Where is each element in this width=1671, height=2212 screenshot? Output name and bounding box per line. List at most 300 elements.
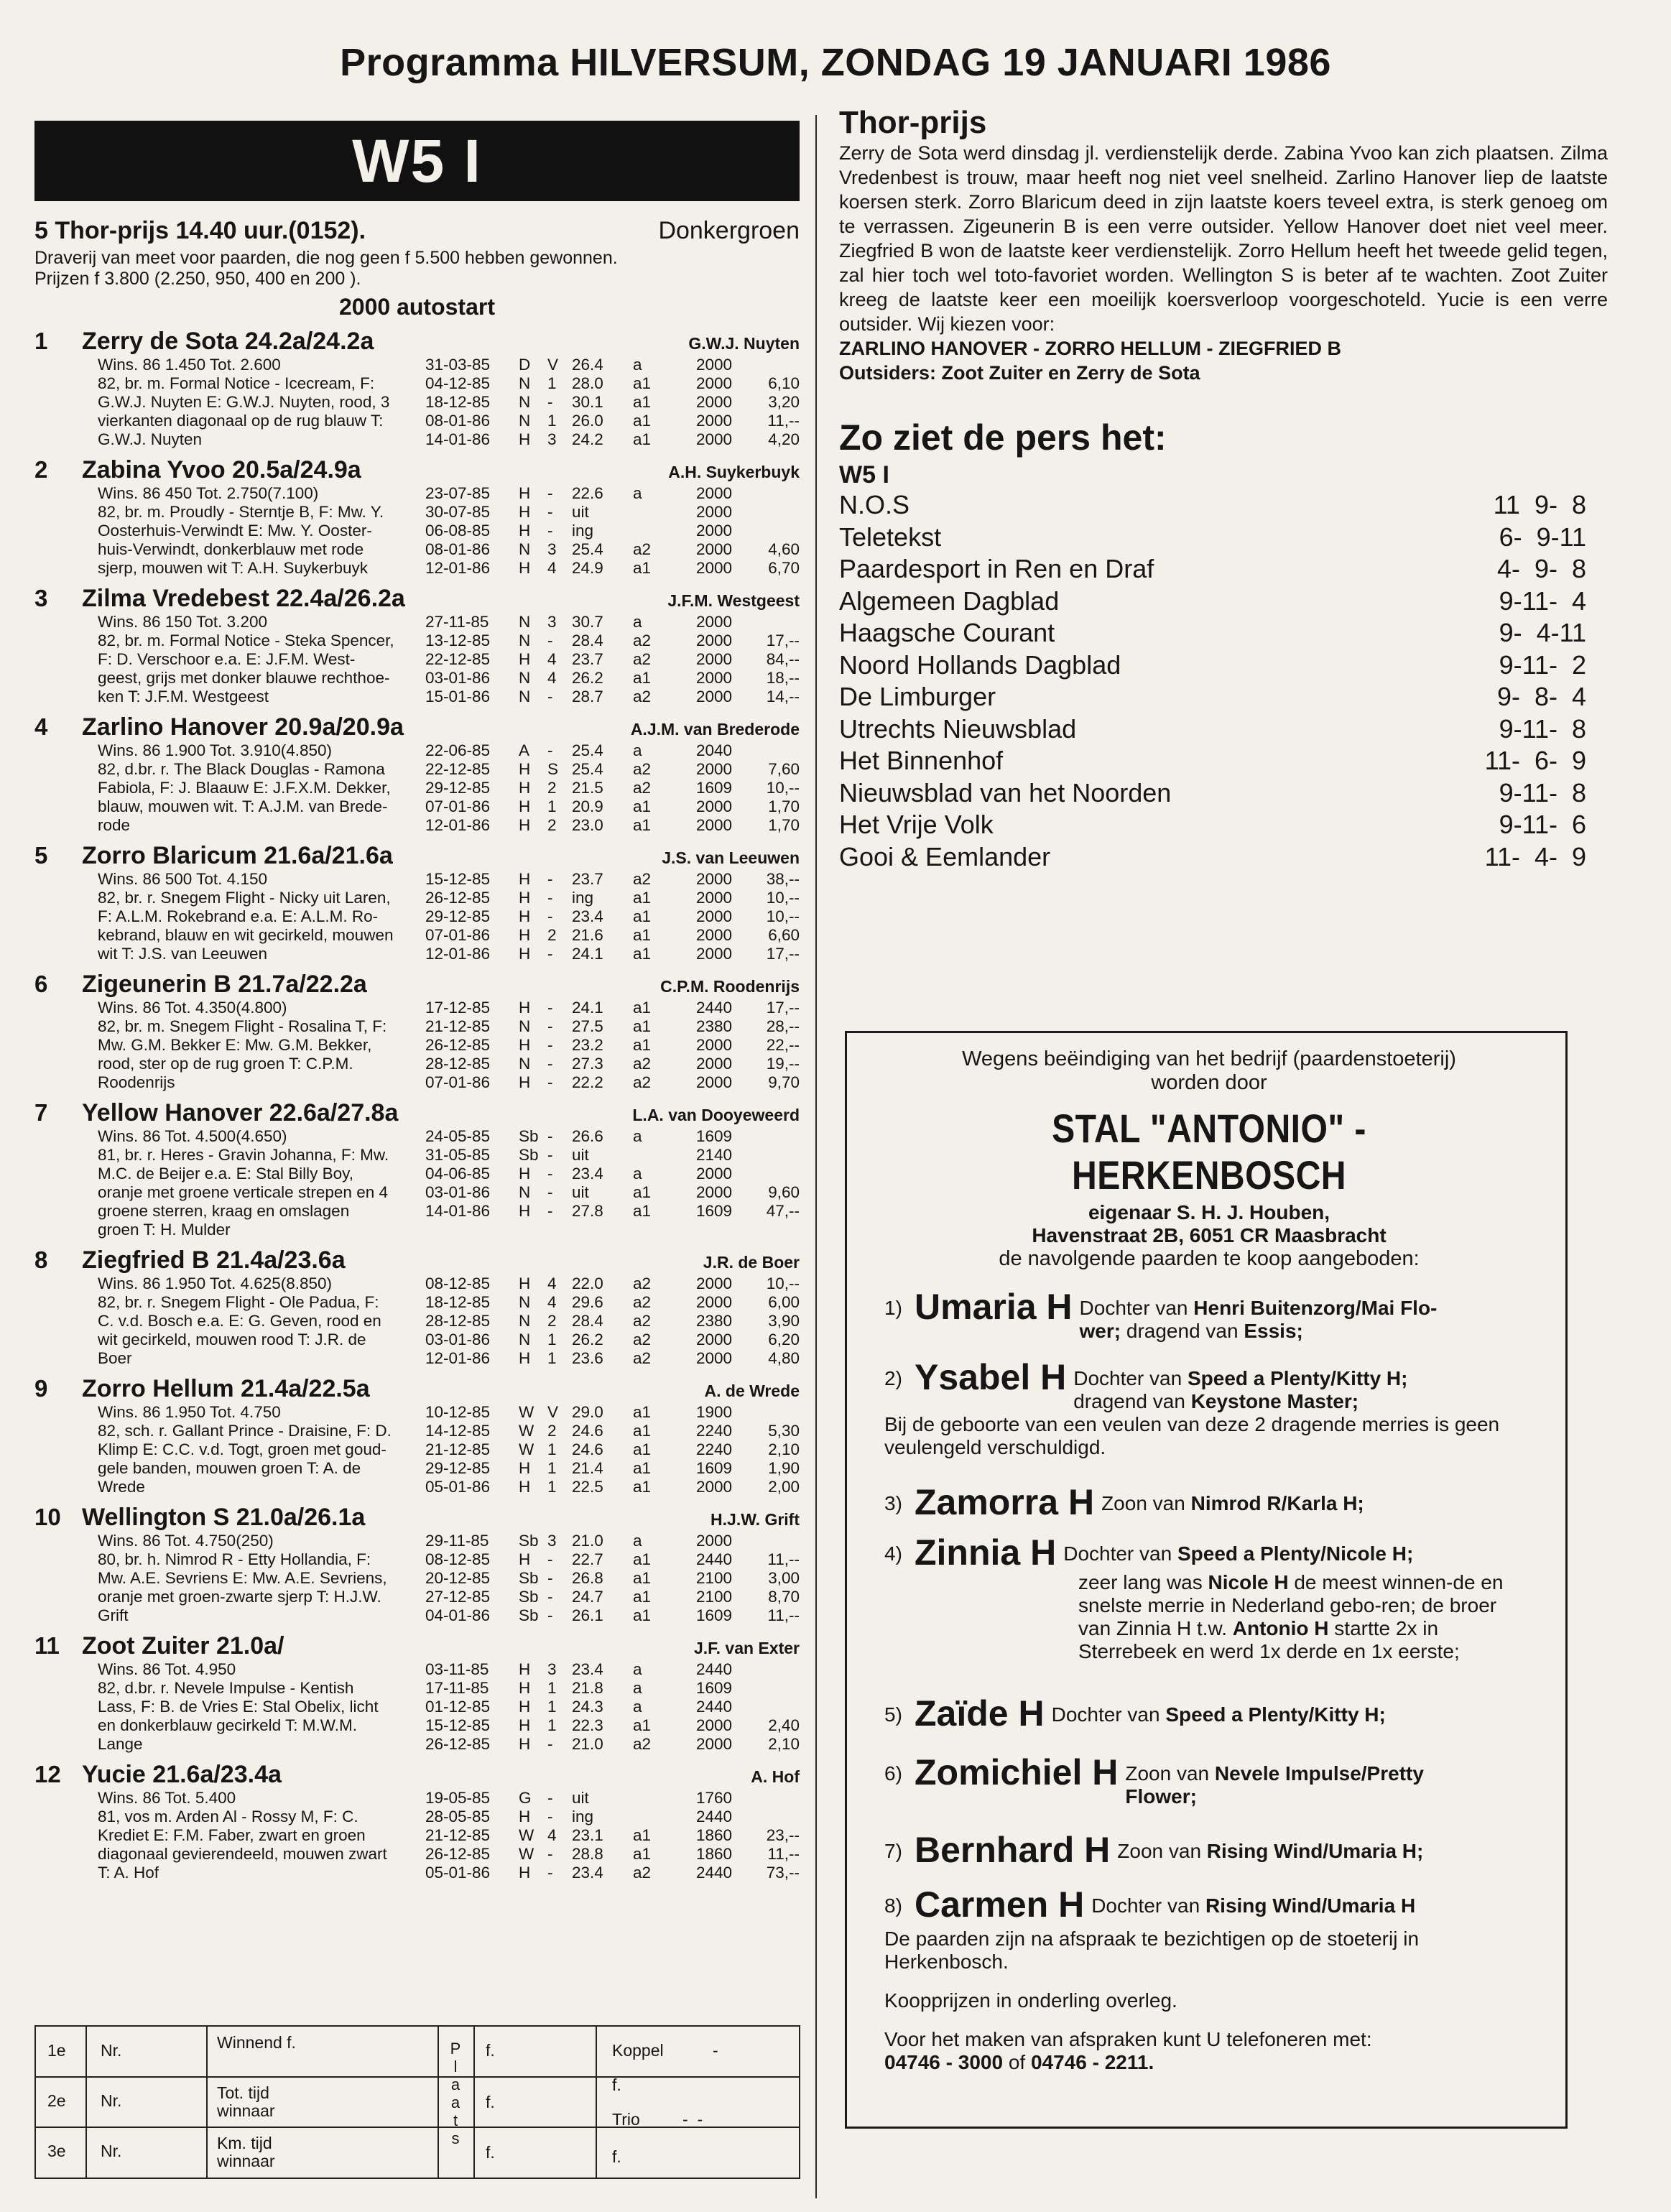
- result-cell: 15-12-85: [425, 1716, 491, 1734]
- result-cell: 14-12-85: [425, 1422, 491, 1440]
- horse-details: [34, 356, 800, 449]
- horse-results: [425, 1274, 800, 1368]
- result-cell: a2: [633, 631, 652, 649]
- result-cell: 47,--: [766, 1202, 800, 1220]
- result-cell: a1: [633, 374, 652, 392]
- result-cell: -: [547, 945, 553, 963]
- ad-phone-2: 04746 - 2211.: [1030, 2051, 1154, 2073]
- result-cell: -: [547, 503, 553, 521]
- result-cell: 14-01-86: [425, 430, 491, 448]
- ad-horse-name: Zaïde H: [915, 1693, 1045, 1734]
- horse-description-line: rode: [98, 816, 131, 834]
- horse-description: [98, 1789, 425, 1882]
- ad-owner: eigenaar S. H. J. Houben,: [1088, 1201, 1330, 1223]
- thor-choice: ZARLINO HANOVER - ZORRO HELLUM - ZIEGFRIED B: [839, 338, 1341, 359]
- result-cell: 3: [547, 613, 557, 631]
- result-cell: [742, 484, 800, 503]
- press-pick: 9-11- 8: [1499, 777, 1586, 807]
- result-cell: 15-12-85: [425, 870, 491, 888]
- result-cell: 2000: [696, 760, 733, 778]
- result-row: [425, 1127, 800, 1146]
- result-cell: 2: [547, 926, 557, 944]
- result-cell: 19,--: [766, 1055, 800, 1073]
- horse-details: [34, 484, 800, 578]
- result-cell: 2000: [696, 1055, 733, 1073]
- result-cell: H: [519, 1808, 531, 1825]
- result-cell: H: [519, 1349, 531, 1367]
- horse-description-line: Wins. 86 1.450 Tot. 2.600: [98, 356, 281, 374]
- result-cell: H: [519, 1550, 531, 1568]
- result-cell: 1: [547, 1440, 557, 1458]
- ad-horse-name: Carmen H: [915, 1884, 1085, 1925]
- result-cell: 4,20: [768, 430, 800, 448]
- press-subtitle: W5 I: [839, 461, 889, 489]
- result-cell: 24.2: [572, 430, 603, 448]
- ad-intro-line1: Wegens beëindiging van het bedrijf (paardenstoeterij): [962, 1047, 1456, 1070]
- result-cell: 6,70: [768, 559, 800, 577]
- horse-description: [98, 1127, 425, 1239]
- result-row: [425, 1440, 800, 1459]
- horse-results: [425, 741, 800, 835]
- result-cell: 12-01-86: [425, 945, 491, 963]
- horse-entry: [34, 328, 800, 449]
- result-cell: 1: [547, 1331, 557, 1348]
- result-cell: 2000: [696, 356, 733, 374]
- horse-header: [34, 1099, 800, 1127]
- result-cell: N: [519, 1017, 531, 1035]
- horse-details: [34, 1789, 800, 1882]
- horse-description-line: kebrand, blauw en wit gecirkeld, mouwen: [98, 926, 394, 944]
- result-cell: H: [519, 1864, 531, 1882]
- result-cell: 2000: [696, 430, 733, 448]
- result-cell: 28-12-85: [425, 1312, 491, 1330]
- result-cell: a: [633, 484, 642, 502]
- result-cell: [742, 356, 800, 374]
- result-cell: 2000: [696, 945, 733, 963]
- result-cell: H: [519, 1716, 531, 1734]
- result-cell: a2: [633, 1331, 652, 1348]
- result-cell: [742, 522, 800, 540]
- result-cell: H: [519, 1679, 531, 1697]
- result-cell: -: [547, 631, 553, 649]
- result-row: [425, 1808, 800, 1826]
- ad-horse-desc: Dochter van Henri Buitenzorg/Mai Flo- wer; dragend van Essis;: [1079, 1297, 1438, 1342]
- horse-name: Wellington S 21.0a/26.1a: [82, 1504, 366, 1531]
- result-cell: -: [547, 1055, 553, 1073]
- press-row: [839, 553, 1608, 586]
- result-cell: 4: [547, 1274, 557, 1292]
- result-cell: 21.0: [572, 1735, 603, 1753]
- result-cell: N: [519, 613, 531, 631]
- horse-description-line: T: A. Hof: [98, 1864, 159, 1882]
- result-cell: 06-08-85: [425, 522, 491, 540]
- result-cell: 2000: [696, 1274, 733, 1292]
- result-cell: H: [519, 1036, 531, 1054]
- result-cell: a1: [633, 797, 652, 815]
- result-cell: 2000: [696, 484, 733, 502]
- result-cell: H: [519, 559, 531, 577]
- horse-header: [34, 1761, 800, 1789]
- result-cell: 1,90: [768, 1459, 800, 1477]
- result-cell: 4: [547, 669, 557, 687]
- horse-description: [98, 1532, 425, 1625]
- result-cell: 2000: [696, 522, 733, 540]
- horse-trainer: A. de Wrede: [704, 1382, 800, 1400]
- horse-results: [425, 870, 800, 963]
- result-cell: 22,--: [766, 1036, 800, 1054]
- thor-outsiders: Outsiders: Zoot Zuiter en Zerry de Sota: [839, 362, 1200, 384]
- result-cell: H: [519, 945, 531, 963]
- result-cell: 23.7: [572, 870, 603, 888]
- totals-nr: Nr.: [101, 2041, 122, 2060]
- horse-description-line: Wins. 86 Tot. 4.500(4.650): [98, 1127, 287, 1145]
- horse-description-line: 82, br. r. Snegem Flight - Nicky uit Laren,: [98, 889, 391, 907]
- ad-horse-number: 2): [884, 1367, 902, 1389]
- result-cell: a1: [633, 1478, 652, 1496]
- result-cell: 4: [547, 559, 557, 577]
- result-cell: -: [547, 1569, 553, 1587]
- result-row: [425, 393, 800, 412]
- result-cell: a2: [633, 1864, 652, 1882]
- result-cell: 24.9: [572, 559, 603, 577]
- result-cell: 2000: [696, 412, 733, 430]
- horse-description-line: Wins. 86 Tot. 5.400: [98, 1789, 236, 1807]
- result-cell: N: [519, 374, 531, 392]
- totals-nr: Nr.: [101, 2142, 122, 2160]
- horse-name: Zigeunerin B 21.7a/22.2a: [82, 971, 367, 998]
- result-cell: 3: [547, 1532, 557, 1550]
- result-cell: H: [519, 484, 531, 502]
- result-cell: a1: [633, 412, 652, 430]
- result-cell: 07-01-86: [425, 926, 491, 944]
- horse-entry: [34, 456, 800, 578]
- result-cell: 18-12-85: [425, 393, 491, 411]
- result-cell: 23.1: [572, 1826, 603, 1844]
- result-cell: a: [633, 1165, 642, 1183]
- result-row: [425, 999, 800, 1017]
- horse-description: [98, 1274, 425, 1368]
- horse-details: [34, 999, 800, 1092]
- horse-description-line: 81, vos m. Arden Al - Rossy M, F: C.: [98, 1808, 358, 1825]
- result-cell: 29-12-85: [425, 779, 491, 797]
- result-cell: a2: [633, 1735, 652, 1753]
- race-prizes-line: Prijzen f 3.800 (2.250, 950, 400 en 200 ).: [34, 269, 361, 289]
- result-cell: V: [547, 1403, 559, 1421]
- result-cell: 30.1: [572, 393, 603, 411]
- horse-entry: [34, 1099, 800, 1239]
- thor-commentary: Zerry de Sota werd dinsdag jl. verdienstelijk derde. Zabina Yvoo kan zich plaatsen. Zilma Vredenbest is trouw, maar heeft nog niet veel snelheid. Zarlino Hanover liep de laatste koersen sterk. Zorro Blaricum deed in zijn laatste koers teveel extra, is sterk genoeg om te verrassen. Zigeunerin B is een verre outsider. Yellow Hanover doet niet veel meer. Ziegfried B won de laatste keer verdienstelijk. Zorro Hellum heeft het tweede gelid tegen, zal hier toch wel toto-favoriet worden. Wellington S is beter af te wachten. Zoot Zuiter kreeg de laatste keer een moeilijk koersverloop voorgeschoteld. Yucie is een verre outsider. Wij kiezen voor:: [839, 142, 1608, 335]
- result-cell: a: [633, 1698, 642, 1716]
- result-row: [425, 1036, 800, 1055]
- result-cell: a2: [633, 540, 652, 558]
- ad-intro: [884, 1047, 1534, 1095]
- result-cell: 05-01-86: [425, 1478, 491, 1496]
- result-cell: 12-01-86: [425, 559, 491, 577]
- result-row: [425, 1293, 800, 1312]
- horse-description-line: 82, br. r. Snegem Flight - Ole Padua, F:: [98, 1293, 379, 1311]
- result-cell: 19-05-85: [425, 1789, 491, 1807]
- result-row: [425, 1183, 800, 1202]
- result-cell: H: [519, 999, 531, 1017]
- horse-description: [98, 613, 425, 706]
- result-cell: 22.0: [572, 1274, 603, 1292]
- press-source: Algemeen Dagblad: [839, 586, 1060, 616]
- horse-entry: [34, 1761, 800, 1882]
- horse-results: [425, 1403, 800, 1496]
- result-cell: 07-01-86: [425, 797, 491, 815]
- result-row: [425, 356, 800, 374]
- result-cell: uit: [572, 503, 589, 521]
- press-source: Utrechts Nieuwsblad: [839, 713, 1077, 744]
- press-row: [839, 522, 1608, 554]
- result-cell: W: [519, 1845, 534, 1863]
- horse-description-line: 81, br. r. Heres - Gravin Johanna, F: Mw.: [98, 1146, 389, 1164]
- horse-trainer: C.P.M. Roodenrijs: [660, 977, 800, 996]
- result-cell: [742, 613, 800, 631]
- result-cell: 27.5: [572, 1017, 603, 1035]
- advertisement-box: [845, 1031, 1568, 2129]
- result-cell: 73,--: [766, 1864, 800, 1882]
- result-cell: 4: [547, 1293, 557, 1311]
- horse-description-line: groene sterren, kraag en omslagen: [98, 1202, 350, 1220]
- result-cell: W: [519, 1826, 534, 1844]
- horse-number: 11: [34, 1632, 60, 1659]
- horse-description-line: Boer: [98, 1349, 132, 1367]
- result-cell: [633, 503, 696, 522]
- result-row: [425, 760, 800, 779]
- result-cell: 21.0: [572, 1532, 603, 1550]
- race-title: 5 Thor-prijs 14.40 uur.(0152).: [34, 217, 366, 244]
- horse-description-line: 82, br. m. Formal Notice - Icecream, F:: [98, 374, 375, 392]
- result-cell: G: [519, 1789, 532, 1807]
- press-pick: 11 9- 8: [1493, 490, 1586, 519]
- result-cell: 26-12-85: [425, 1735, 491, 1753]
- totals-grid: [34, 2025, 800, 2179]
- horse-description-line: sjerp, mouwen wit T: A.H. Suykerbuyk: [98, 559, 368, 577]
- plaats-f-1: f.: [486, 2041, 495, 2060]
- result-row: [425, 870, 800, 889]
- horse-description-line: groen T: H. Mulder: [98, 1221, 231, 1239]
- koppel-label: Koppel: [612, 2041, 664, 2060]
- ad-intro-line2: worden door: [1151, 1071, 1267, 1094]
- result-cell: 2000: [696, 926, 733, 944]
- ad-horse-name: Zomichiel H: [915, 1752, 1119, 1792]
- horse-description-line: Wins. 86 1.950 Tot. 4.750: [98, 1403, 281, 1421]
- horse-entry: [34, 585, 800, 706]
- press-pick: 9-11- 4: [1499, 586, 1586, 616]
- result-cell: a: [633, 1127, 642, 1145]
- result-cell: -: [547, 522, 553, 540]
- ad-horse-2: [884, 1359, 1534, 1413]
- result-row: [425, 1789, 800, 1808]
- ad-horse-3: [884, 1484, 1534, 1521]
- horse-description: [98, 870, 425, 963]
- result-cell: 26-12-85: [425, 889, 491, 907]
- horse-description-line: Grift: [98, 1606, 129, 1624]
- result-cell: 10-12-85: [425, 1403, 491, 1421]
- press-pick: 9- 8- 4: [1496, 682, 1586, 711]
- press-row: [839, 649, 1608, 682]
- horse-number: 9: [34, 1375, 48, 1402]
- horse-trainer: J.F.M. Westgeest: [667, 591, 800, 610]
- result-row: [425, 631, 800, 650]
- result-cell: 22.7: [572, 1550, 603, 1568]
- horse-name: Zoot Zuiter 21.0a/: [82, 1632, 284, 1660]
- result-cell: 2000: [696, 650, 733, 668]
- ad-horse-name: Ysabel H: [915, 1357, 1067, 1397]
- result-row: [425, 1349, 800, 1368]
- result-cell: a1: [633, 907, 652, 925]
- result-row: [425, 1716, 800, 1735]
- horse-description-line: M.C. de Beijer e.a. E: Stal Billy Boy,: [98, 1165, 353, 1183]
- result-cell: 21-12-85: [425, 1017, 491, 1035]
- horse-description-line: Wins. 86 450 Tot. 2.750(7.100): [98, 484, 319, 502]
- result-cell: a1: [633, 1036, 652, 1054]
- result-cell: [742, 1165, 800, 1183]
- result-cell: 2380: [696, 1017, 733, 1035]
- result-row: [425, 1660, 800, 1679]
- w5-banner: W5 I: [34, 121, 800, 201]
- result-cell: a2: [633, 779, 652, 797]
- result-cell: 22.3: [572, 1716, 603, 1734]
- plaats-f-3: f.: [486, 2143, 495, 2162]
- result-cell: 24.1: [572, 999, 603, 1017]
- result-cell: 28.8: [572, 1845, 603, 1863]
- horse-description-line: 82, br. m. Snegem Flight - Rosalina T, F:: [98, 1017, 387, 1035]
- horse-trainer: J.R. de Boer: [703, 1253, 800, 1272]
- result-cell: 18-12-85: [425, 1293, 491, 1311]
- koppel-dash: -: [713, 2041, 718, 2060]
- result-cell: 6,20: [768, 1331, 800, 1348]
- horse-description: [98, 1660, 425, 1754]
- result-cell: 84,--: [766, 650, 800, 668]
- result-row: [425, 907, 800, 926]
- ad-horse-desc: Dochter van Rising Wind/Umaria H: [1091, 1894, 1416, 1917]
- result-row: [425, 1274, 800, 1293]
- result-cell: 24.1: [572, 945, 603, 963]
- ad-horse-desc: Zoon van Rising Wind/Umaria H;: [1117, 1840, 1424, 1862]
- horse-entry: [34, 971, 800, 1092]
- result-cell: H: [519, 797, 531, 815]
- horse-entry: [34, 1632, 800, 1754]
- result-cell: 26-12-85: [425, 1036, 491, 1054]
- result-cell: 9,70: [768, 1073, 800, 1091]
- result-cell: H: [519, 1698, 531, 1716]
- result-row: [425, 1403, 800, 1422]
- result-cell: N: [519, 540, 531, 558]
- horse-results: [425, 999, 800, 1092]
- press-row: [839, 713, 1608, 746]
- ad-horse-8: [884, 1886, 1534, 1923]
- horse-name: Yellow Hanover 22.6a/27.8a: [82, 1099, 399, 1126]
- result-cell: 27-11-85: [425, 613, 489, 631]
- result-cell: V: [547, 356, 559, 374]
- result-cell: [742, 1403, 800, 1422]
- horse-number: 3: [34, 585, 48, 611]
- press-predictions: [839, 489, 1608, 873]
- horse-name: Zorro Blaricum 21.6a/21.6a: [82, 842, 393, 869]
- horse-description-line: ken T: J.F.M. Westgeest: [98, 688, 269, 705]
- result-cell: 4: [547, 650, 557, 668]
- result-cell: 21-12-85: [425, 1826, 491, 1844]
- result-cell: 2000: [696, 816, 733, 834]
- result-row: [425, 522, 800, 540]
- horse-description-line: Wins. 86 1.950 Tot. 4.625(8.850): [98, 1274, 333, 1292]
- result-cell: 1,70: [768, 816, 800, 834]
- result-row: [425, 1735, 800, 1754]
- result-cell: 2: [547, 779, 557, 797]
- result-cell: 7,60: [768, 760, 800, 778]
- result-cell: -: [547, 1183, 553, 1201]
- result-cell: H: [519, 1202, 531, 1220]
- result-cell: 1609: [696, 1459, 733, 1477]
- result-cell: a1: [633, 1183, 652, 1201]
- result-cell: 2000: [696, 1716, 733, 1734]
- result-cell: H: [519, 816, 531, 834]
- result-cell: 1609: [696, 1202, 733, 1220]
- press-source: Paardesport in Ren en Draf: [839, 554, 1154, 583]
- ad-horse-1: [884, 1288, 1534, 1343]
- result-cell: 24.6: [572, 1440, 603, 1458]
- result-row: [425, 688, 800, 706]
- result-cell: 31-05-85: [425, 1146, 491, 1164]
- result-row: [425, 1532, 800, 1550]
- ad-phone-numbers: [884, 2051, 1534, 2074]
- result-cell: -: [547, 1127, 553, 1145]
- result-cell: 1: [547, 374, 557, 392]
- result-cell: -: [547, 907, 553, 925]
- horse-description-line: G.W.J. Nuyten: [98, 430, 203, 448]
- press-source: Het Binnenhof: [839, 746, 1004, 775]
- horse-description: [98, 999, 425, 1092]
- result-cell: [633, 1789, 696, 1808]
- press-source: Nieuwsblad van het Noorden: [839, 777, 1172, 807]
- horse-description-line: wit gecirkeld, mouwen rood T: J.R. de: [98, 1331, 366, 1348]
- result-cell: a2: [633, 870, 652, 888]
- result-cell: ing: [572, 522, 594, 540]
- result-cell: -: [547, 999, 553, 1017]
- result-cell: 28.4: [572, 631, 603, 649]
- result-cell: 2440: [696, 999, 733, 1017]
- result-cell: 2000: [696, 1036, 733, 1054]
- result-cell: 1: [547, 1679, 557, 1697]
- plaats-label: P l a a t s: [450, 2040, 461, 2147]
- horse-description-line: C. v.d. Bosch e.a. E: G. Geven, rood en: [98, 1312, 381, 1330]
- result-cell: 2440: [696, 1808, 733, 1825]
- totals-label: Tot. tijd winnaar: [217, 2083, 275, 2120]
- result-cell: H: [519, 430, 531, 448]
- horse-description-line: oranje met groene verticale strepen en 4: [98, 1183, 388, 1201]
- result-cell: 14-01-86: [425, 1202, 491, 1220]
- result-cell: Sb: [519, 1532, 539, 1550]
- horse-header: [34, 713, 800, 741]
- result-cell: 08-12-85: [425, 1274, 491, 1292]
- result-cell: 2000: [696, 1183, 733, 1201]
- horse-description-line: Klimp E: C.C. v.d. Togt, groen met goud-: [98, 1440, 386, 1458]
- horse-trainer: A.J.M. van Brederode: [630, 720, 800, 739]
- result-cell: 23.6: [572, 1349, 603, 1367]
- totals-place: 1e: [47, 2041, 66, 2060]
- result-cell: 1609: [696, 1127, 733, 1145]
- ad-prices: Koopprijzen in onderling overleg.: [884, 1989, 1177, 2012]
- result-cell: -: [547, 741, 553, 759]
- result-cell: 2000: [696, 669, 733, 687]
- result-cell: 17-11-85: [425, 1679, 489, 1697]
- result-cell: ing: [572, 1808, 594, 1825]
- horse-description-line: Fabiola, F: J. Blaauw E: J.F.X.M. Dekker,: [98, 779, 391, 797]
- result-cell: 27.3: [572, 1055, 603, 1073]
- press-row: [839, 489, 1608, 522]
